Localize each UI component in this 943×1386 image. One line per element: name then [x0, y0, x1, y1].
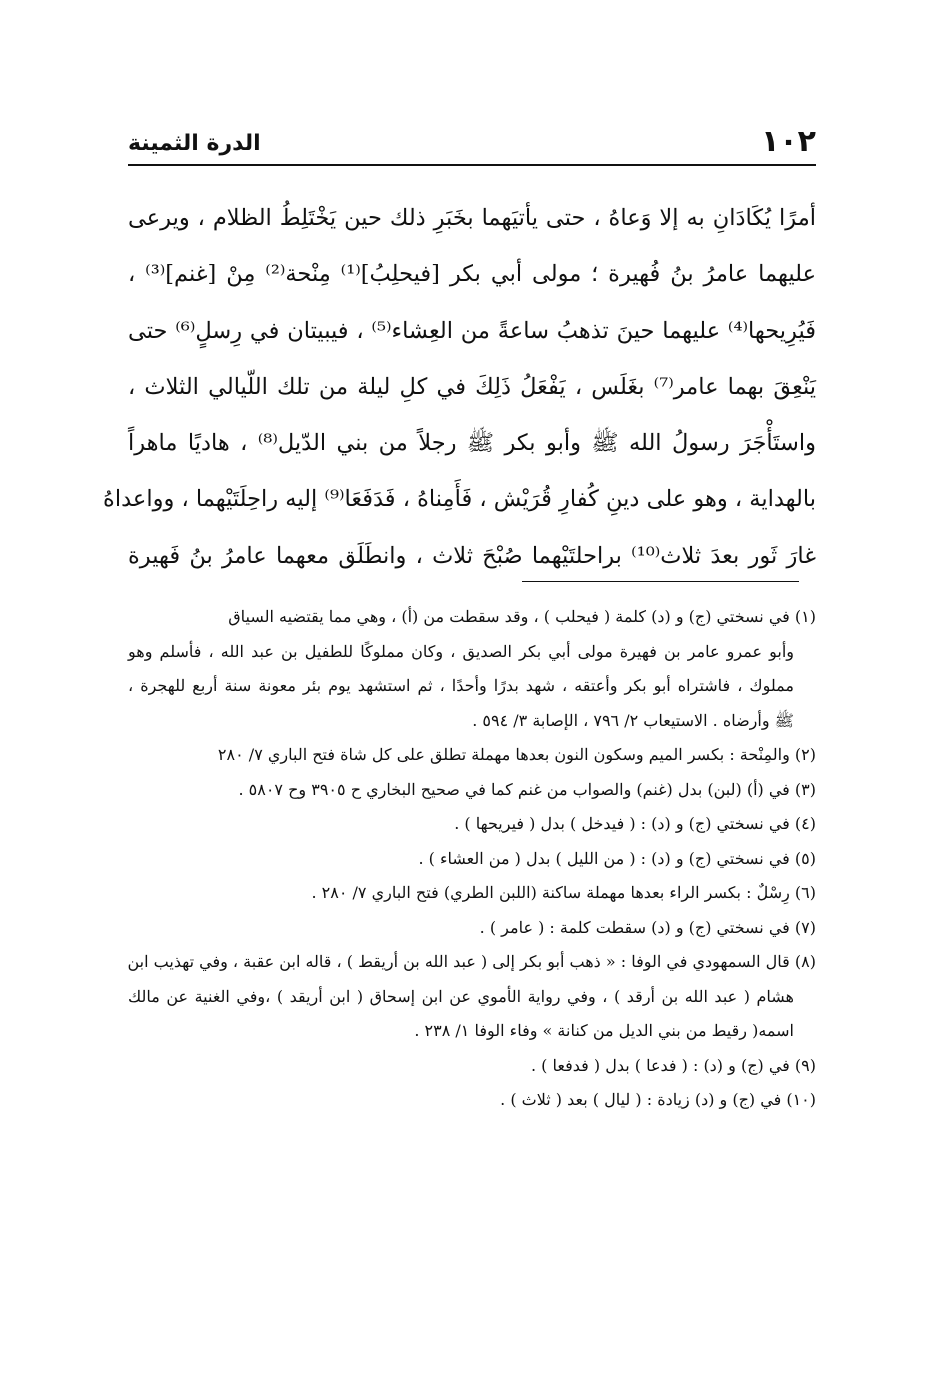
footnote-3: (٣) في (أ) (لبن) بدل (غنم) والصواب من غنم كما في صحيح البخاري ح ٣٩٠٥ وح ٥٨٠٧ .: [238, 779, 816, 799]
footnote-6: (٦) رِسْلٌ : بكسر الراء بعدها مهملة ساكنة (اللبن الطري) فتح الباري ٧/ ٢٨٠ .: [311, 883, 816, 902]
footnote-4: (٤) في نسختي (ج) و (د) : ( فيدخل ) بدل ( فيريحها ) .: [454, 814, 816, 833]
text-line: عليهما عامرُ بنُ فُهيرة ؛ مولى أبي بكر [فيحلِبُ]⁽¹⁾ مِنْحة⁽²⁾ مِنْ [غنم]⁽³⁾ ،: [128, 261, 816, 288]
text-line: بالهداية ، وهو على دينِ كُفارِ قُرَيْش ، فَأَمِناهُ ، فَدَفَعَا⁽⁹⁾ إليه راحِلَتَيْهما ، وواعداهُ: [103, 486, 816, 513]
main-text: [103, 190, 816, 584]
text-line: غارَ ثَور بعدَ ثلاث⁽¹⁰⁾ براحلتَيْهما صُبْحَ ثلاث ، وانطَلَق معهما عامرُ بنُ فَهيرة: [128, 542, 816, 569]
footnote-2: (٢) والمِنْحة : بكسر الميم وسكون النون بعدها مهملة تطلق على كل شاة فتح الباري ٧/ ٢٨٠: [217, 745, 816, 764]
footnote-5: (٥) في نسختي (ج) و (د) : ( من الليل ) بدل ( من العشاء ) .: [418, 848, 816, 868]
footnote-8-continued: اسمه( رقيط من بني الديل من كنانة » وفاء الوفا ١/ ٢٣٨ .: [414, 1021, 794, 1040]
footnote-1-continued: وأبو عمرو عامر بن فهيرة مولى أبي بكر الصديق ، وكان مملوكًا للطفيل بن عبد الله ، فأسلم وهو: [128, 641, 794, 661]
text-line: فَيُرِيحها⁽⁴⁾ عليهما حينَ تذهبُ ساعةً من العِشاء⁽⁵⁾ ، فيبيتان في رِسلٍ⁽⁶⁾ حتى: [128, 317, 816, 344]
page-number: ١٠٢: [761, 124, 816, 159]
footnote-10: (١٠) في (ج) و (د) زيادة : ( ليال ) بعد ( ثلاث ) .: [500, 1090, 816, 1109]
running-title: الدرة الثمينة: [128, 131, 261, 156]
text-line: يَنْعِقَ بهما عامر⁽⁷⁾ بغَلَس ، يَفْعَلُ ذَلِكَ في كلِ ليلة من تلك اللّيالي الثلاث ،: [128, 373, 816, 400]
footnotes: [128, 600, 816, 1118]
header-divider: [128, 164, 816, 166]
footnote-divider: [522, 581, 799, 582]
text-line: واستَأْجَرَ رسولُ الله ﷺ وأبو بكر ﷺ رجلاً من بني الدّيل⁽⁸⁾ ، هاديًا ماهراً: [128, 430, 816, 457]
footnote-7: (٧) في نسختي (ج) و (د) سقطت كلمة : ( عامر ) .: [479, 917, 816, 937]
text-line: أمرًا يُكَادَانِ به إلا وَعاهُ ، حتى يأتيَهما بخَبَرِ ذلك حين يَخْتَلِطُ الظلام ، ويرعى: [128, 205, 816, 231]
footnote-9: (٩) في (ج) و (د) : ( فدعا ) بدل ( فدفعا ) .: [530, 1055, 816, 1075]
footnote-8: (٨) قال السمهودي في الوفا : « ذهب أبو بكر إلى ( عبد الله بن أريقط ) ، قاله ابن عقبة ، وفي تهذيب ابن: [127, 952, 816, 971]
footnote-1-continued: ﷺ وأرضاه . الاستيعاب ٢/ ٧٩٦ ، الإصابة ٣/ ٥٩٤ .: [472, 710, 794, 730]
footnote-1-continued: مملوك ، فاشتراه أبو بكر وأعتقه ، شهد بدرًا وأحدًا ، ثم استشهد يوم بئر معونة سنة أربع للهجرة ،: [128, 676, 794, 695]
page-header: [128, 122, 816, 166]
footnote-8-continued: هشام ( عبد الله بن أرقد ) ، وفي رواية الأموي عن ابن إسحاق ( ابن أريقد ) ،وفي الغنية عن مالك: [128, 986, 794, 1006]
footnote-1: (١) في نسختي (ج) و (د) كلمة ( فيحلب ) ، وقد سقطت من (أ) ، وهي مما يقتضيه السياق: [228, 607, 816, 626]
